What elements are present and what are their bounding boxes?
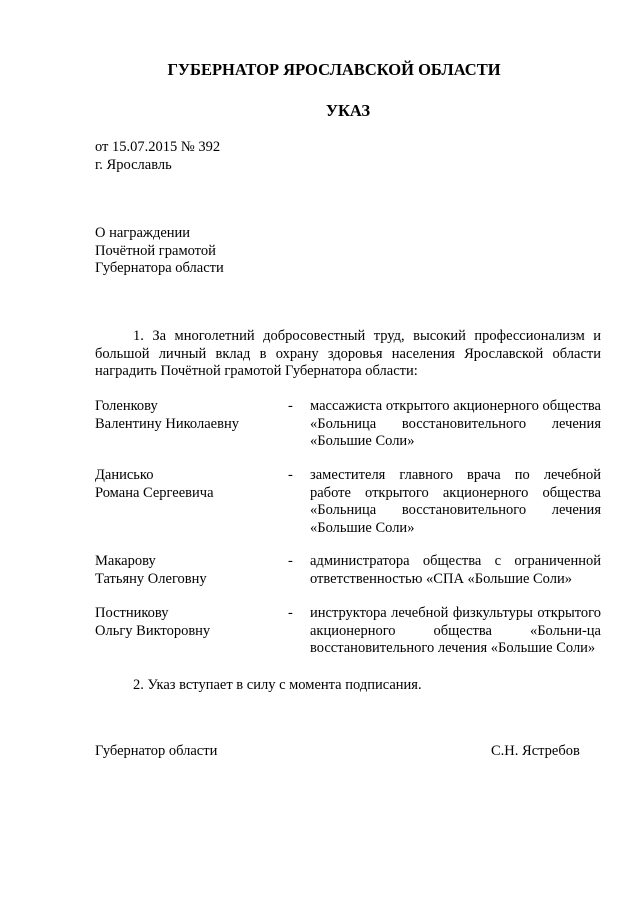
awardee-dash: - xyxy=(288,467,293,483)
awardee-name xyxy=(95,605,275,640)
awardee-surname: Данисько xyxy=(95,467,154,483)
document-subject xyxy=(95,225,224,278)
awardee-dash: - xyxy=(288,605,293,621)
document-meta xyxy=(95,139,220,174)
awardee-position: инструктора лечебной физкультуры открытого акционерного общества «Больни-ца восстановительного лечения «Большие Соли» xyxy=(310,605,601,656)
subject-line-3: Губернатора области xyxy=(95,260,224,276)
awardee-given-names: Романа Сергеевича xyxy=(95,484,214,501)
awardee-given-names: Ольгу Викторовну xyxy=(95,622,211,639)
awardee-given-names: Татьяну Олеговну xyxy=(95,570,207,587)
awardee-name xyxy=(95,467,275,502)
awardee-position: заместителя главного врача по лечебной работе открытого акционерного общества «Больница восстановительного лечения «Большие Соли» xyxy=(310,467,601,536)
awardee-dash: - xyxy=(288,553,293,569)
signatory-name: С.Н. Ястребов xyxy=(491,743,580,759)
subject-line-2: Почётной грамотой xyxy=(95,242,216,259)
subject-line-1: О награждении xyxy=(95,225,191,241)
awardee-given-names: Валентину Николаевну xyxy=(95,415,239,432)
issuing-authority-heading: ГУБЕРНАТОР ЯРОСЛАВСКОЙ ОБЛАСТИ xyxy=(167,60,501,79)
point-2-text: 2. Указ вступает в силу с момента подписания. xyxy=(133,677,422,693)
awardee-position: массажиста открытого акционерного общества «Больница восстановительного лечения «Большие Соли» xyxy=(310,398,601,449)
date-and-number: от 15.07.2015 № 392 xyxy=(95,139,221,155)
issue-city: г. Ярославль xyxy=(95,156,172,173)
awardee-surname: Постникову xyxy=(95,605,169,621)
signatory-title: Губернатор области xyxy=(95,743,218,759)
awardee-surname: Голенкову xyxy=(95,398,158,414)
awardee-name xyxy=(95,398,275,433)
document-type-heading: УКАЗ xyxy=(325,101,371,120)
awardee-dash: - xyxy=(288,398,293,414)
awardee-name xyxy=(95,553,275,588)
awardee-position: администратора общества с ограниченной ответственностью «СПА «Большие Соли» xyxy=(310,553,601,587)
point-1-text: 1. За многолетний добросовестный труд, высокий профессионализм и большой личный вклад в охрану здоровья населения Ярославской области наградить Почётной грамотой Губернатора области: xyxy=(95,328,601,379)
awardee-surname: Макарову xyxy=(95,553,156,569)
